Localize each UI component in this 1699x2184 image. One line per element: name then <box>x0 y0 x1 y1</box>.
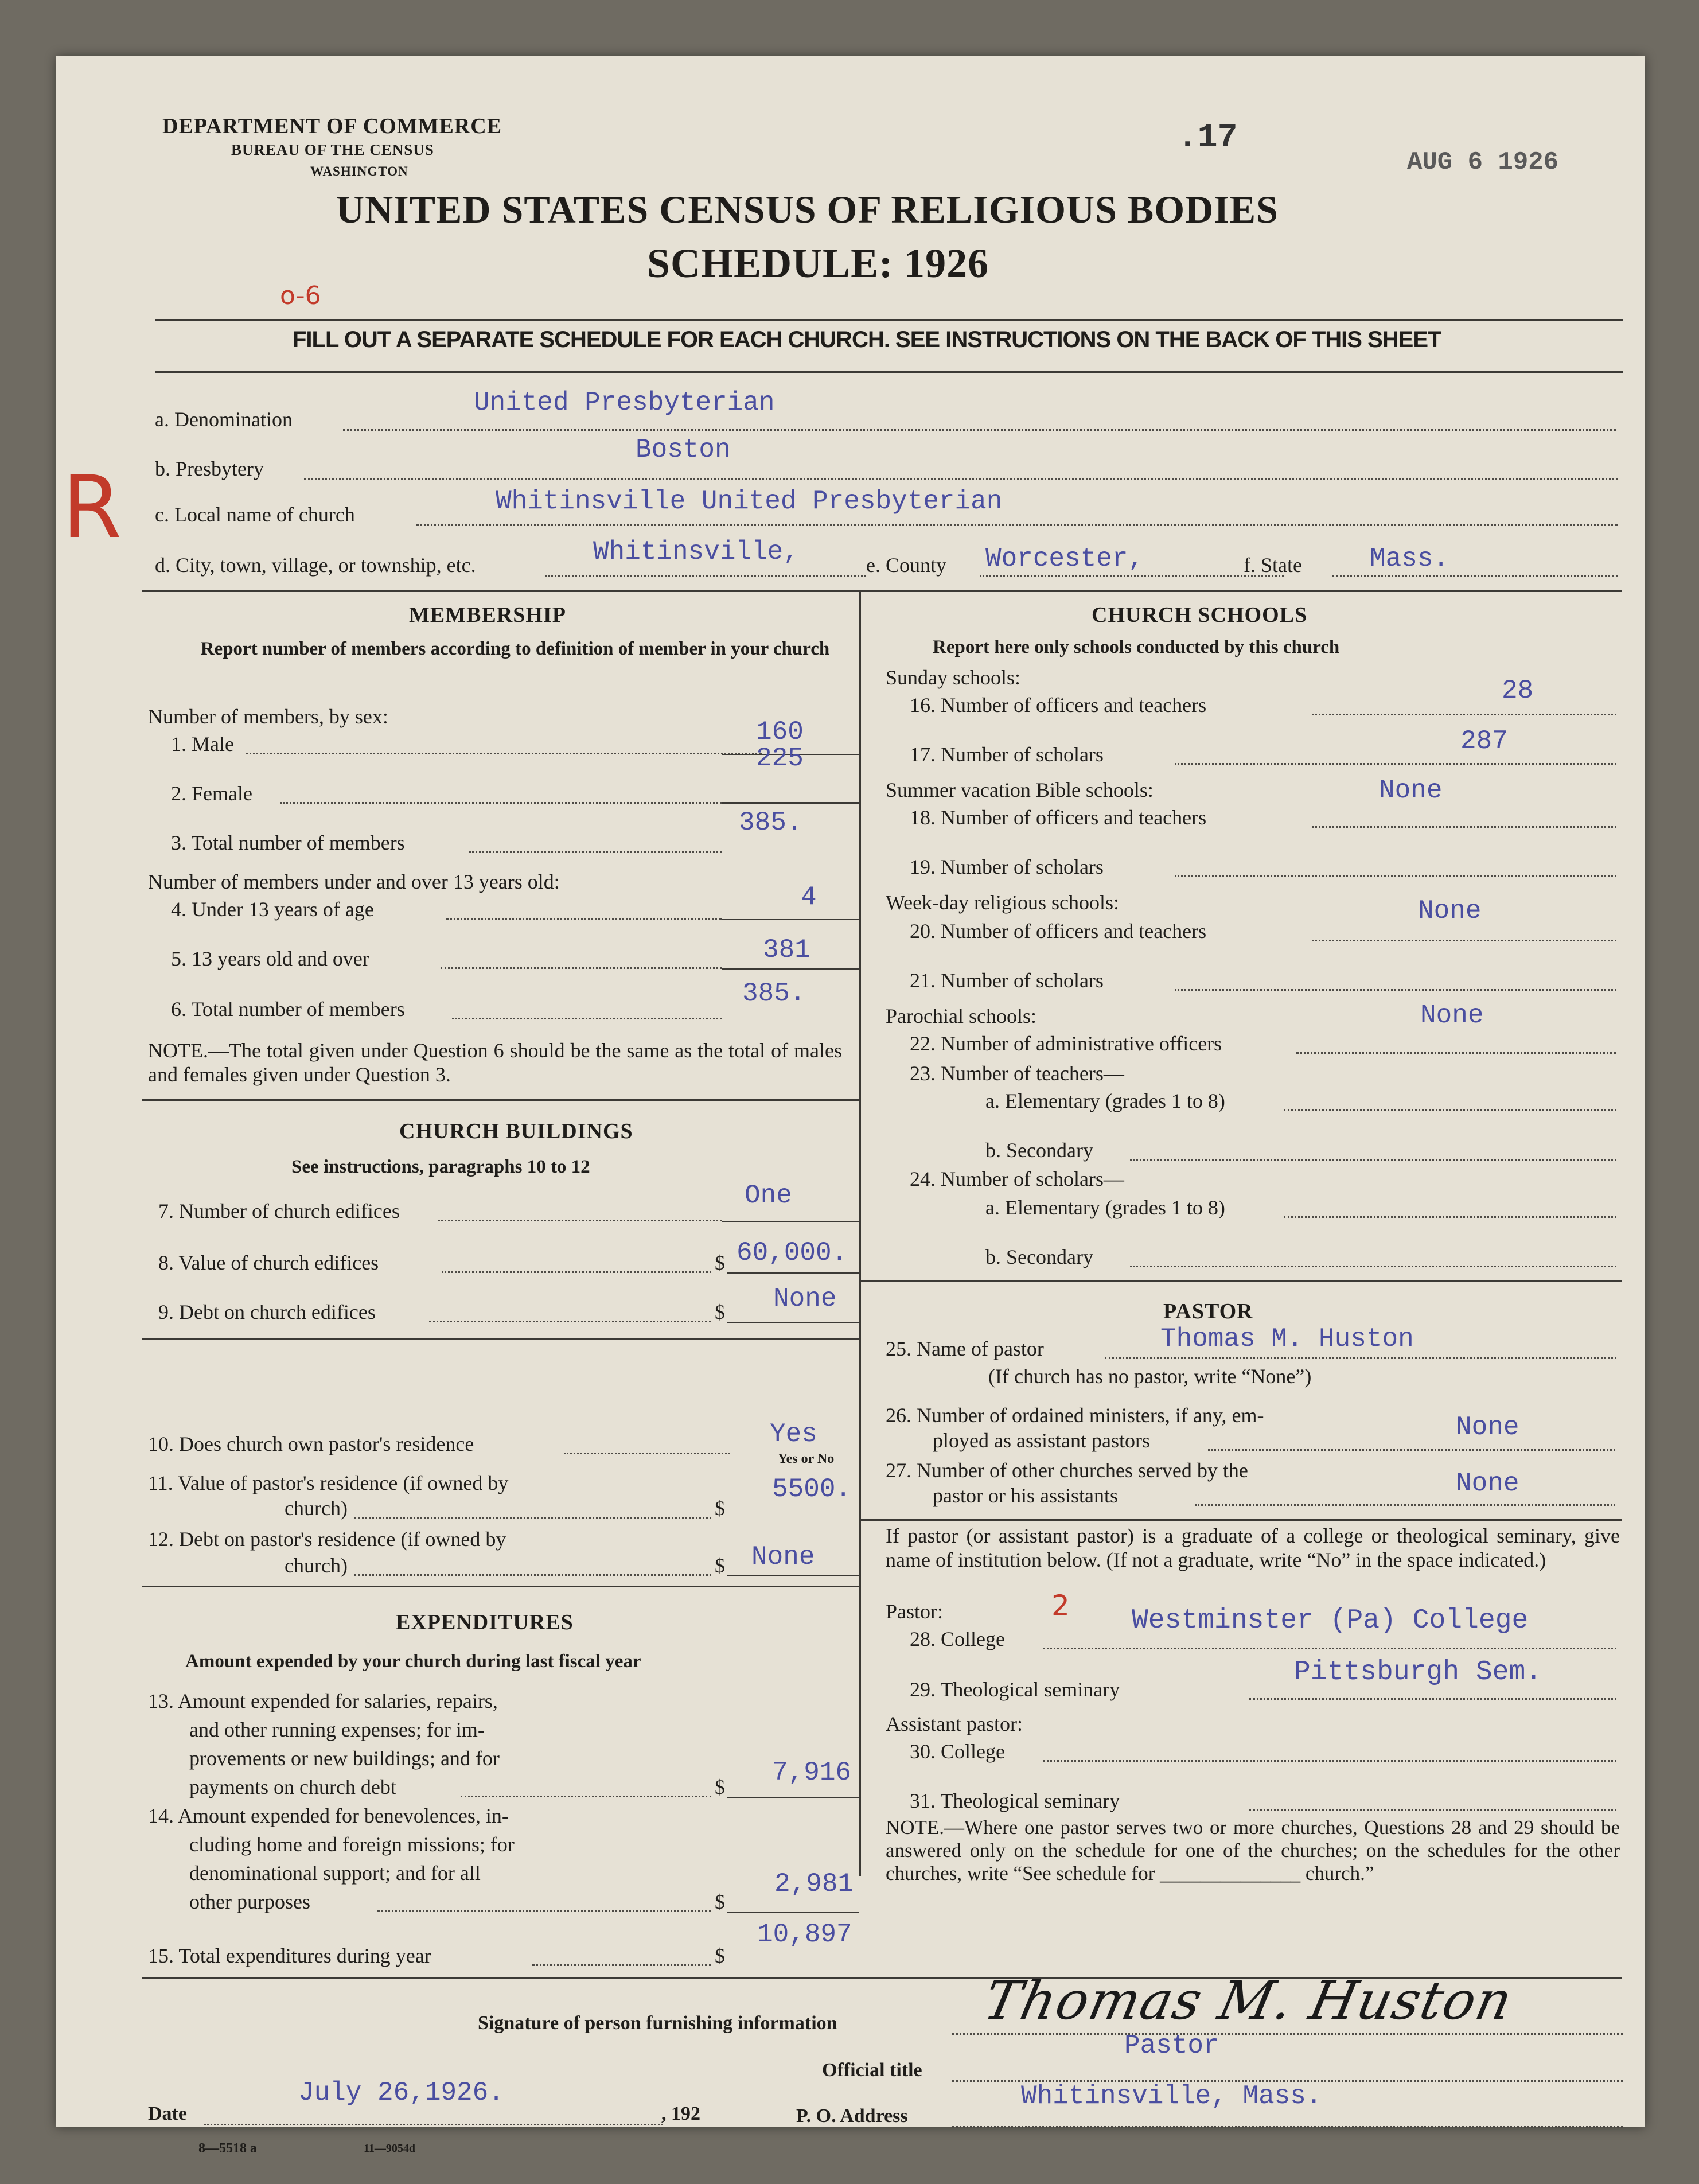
q26-label-cont: ployed as assistant pastors <box>933 1429 1150 1452</box>
divider <box>142 1338 859 1340</box>
q14-value: 2,981 <box>774 1869 854 1899</box>
q2-label: 2. Female <box>171 782 252 805</box>
q29-label: 29. Theological seminary <box>910 1678 1120 1701</box>
q20-label: 20. Number of officers and teachers <box>910 920 1207 943</box>
date-label: Date <box>148 2103 187 2124</box>
local-name-label: c. Local name of church <box>155 503 355 526</box>
q26-value: None <box>1456 1412 1519 1442</box>
signature-label: Signature of person furnishing information <box>478 2012 837 2034</box>
q22-label: 22. Number of administrative officers <box>910 1032 1222 1055</box>
fill-line <box>416 524 1618 526</box>
q13-line4: payments on church debt <box>189 1776 396 1798</box>
local-name-value: Whitinsville United Presbyterian <box>496 486 1003 516</box>
q27-value: None <box>1456 1469 1519 1498</box>
city-label: d. City, town, village, or township, etc. <box>155 554 476 577</box>
fill-line <box>204 2124 663 2125</box>
county-label: e. County <box>866 554 946 577</box>
form-number: 8—5518 a <box>198 2141 257 2156</box>
fill-line <box>1195 1504 1615 1506</box>
dollar-sign: $ <box>715 1890 725 1913</box>
q21-label: 21. Number of scholars <box>910 969 1104 992</box>
fill-line <box>952 2033 1623 2035</box>
dollar-sign: $ <box>715 1944 725 1967</box>
q4-label: 4. Under 13 years of age <box>171 898 374 921</box>
sum-line <box>722 968 859 970</box>
fill-line <box>354 1517 711 1519</box>
fill-line <box>1284 1109 1616 1111</box>
q27-label: 27. Number of other churches served by the <box>886 1459 1248 1482</box>
fill-line <box>1043 1648 1616 1649</box>
dollar-sign: $ <box>715 1497 725 1520</box>
expenditures-title: EXPENDITURES <box>396 1610 574 1634</box>
by-age-label: Number of members under and over 13 years old: <box>148 870 560 893</box>
q23b-label: b. Secondary <box>985 1139 1093 1162</box>
q1-label: 1. Male <box>171 733 234 756</box>
q28-college-value: Westminster (Pa) College <box>1132 1605 1529 1636</box>
dollar-sign: $ <box>715 1301 725 1323</box>
year-suffix: , 192 <box>661 2103 700 2124</box>
q8-value-edifices: 60,000. <box>737 1238 848 1268</box>
q23a-label: a. Elementary (grades 1 to 8) <box>985 1089 1225 1112</box>
fill-line <box>1296 1052 1616 1054</box>
q15-total-value: 10,897 <box>757 1920 852 1949</box>
divider <box>860 1519 1622 1521</box>
divider <box>142 590 1622 592</box>
q16-label: 16. Number of officers and teachers <box>910 694 1207 717</box>
form-title: UNITED STATES CENSUS OF RELIGIOUS BODIES <box>336 188 1279 231</box>
fill-line <box>1284 1216 1616 1218</box>
print-number: 11—9054d <box>364 2142 416 2155</box>
q11-label-cont: church) <box>285 1497 348 1520</box>
membership-note: NOTE.—The total given under Question 6 should be the same as the total of males and females given under Question 3. <box>148 1039 842 1086</box>
answer-line <box>727 1322 859 1323</box>
city-heading: WASHINGTON <box>310 164 408 178</box>
q14-line3: denominational support; and for all <box>189 1862 481 1885</box>
schools-intro: Report here only schools conducted by this church <box>933 637 1340 657</box>
q1-male-value: 160 <box>756 717 804 747</box>
q20-value: None <box>1418 896 1482 926</box>
fill-line <box>1208 1449 1615 1451</box>
q12-debt-residence: None <box>751 1542 815 1572</box>
fill-line <box>461 1796 711 1797</box>
q18-label: 18. Number of officers and teachers <box>910 806 1207 829</box>
instruction-banner: FILL OUT A SEPARATE SCHEDULE FOR EACH CHURCH. SEE INSTRUCTIONS ON THE BACK OF THIS SHEET <box>293 327 1441 352</box>
q11-label: 11. Value of pastor's residence (if owned by <box>148 1471 509 1494</box>
q12-label-cont: church) <box>285 1554 348 1577</box>
file-number: .17 <box>1178 119 1238 157</box>
parochial-label: Parochial schools: <box>886 1005 1036 1027</box>
fill-line <box>1312 940 1616 941</box>
pastor-note: NOTE.—Where one pastor serves two or more churches, Questions 28 and 29 should be answered only on the schedule for one of the churches; on the schedules for the other churches, write “See schedule for ______________ church.” <box>886 1816 1620 1885</box>
fill-line <box>564 1453 730 1454</box>
schools-title: CHURCH SCHOOLS <box>1092 603 1308 627</box>
q5-label: 5. 13 years old and over <box>171 947 369 970</box>
sum-line <box>722 802 859 804</box>
q3-total-value: 385. <box>739 808 802 838</box>
form-subtitle: SCHEDULE: 1926 <box>647 240 989 286</box>
answer-line <box>722 1221 859 1222</box>
q29-seminary-value: Pittsburgh Sem. <box>1294 1657 1542 1688</box>
q17-label: 17. Number of scholars <box>910 743 1104 766</box>
fill-line <box>532 1964 711 1966</box>
fill-line <box>545 575 866 577</box>
q31-label: 31. Theological seminary <box>910 1789 1120 1812</box>
q14-line2: cluding home and foreign missions; for <box>189 1833 515 1856</box>
q12-label: 12. Debt on pastor's residence (if owned by <box>148 1528 506 1551</box>
red-annotation-2: 2 <box>1051 1589 1070 1622</box>
q5-over13-value: 381 <box>763 935 810 965</box>
q10-label: 10. Does church own pastor's residence <box>148 1432 474 1455</box>
q24b-label: b. Secondary <box>985 1245 1093 1268</box>
answer-line <box>722 919 859 920</box>
official-title-value: Pastor <box>1124 2031 1219 2061</box>
fill-line <box>1249 1809 1616 1811</box>
fill-line <box>354 1574 711 1576</box>
q27-label-cont: pastor or his assistants <box>933 1484 1118 1507</box>
q26-label: 26. Number of ordained ministers, if any, em- <box>886 1404 1264 1427</box>
denomination-label: a. Denomination <box>155 408 293 431</box>
membership-intro: Report number of members according to definition of member in your church <box>200 639 830 659</box>
q24-label: 24. Number of scholars— <box>910 1167 1124 1190</box>
q25-pastor-name: Thomas M. Huston <box>1160 1324 1414 1354</box>
parochial-value: None <box>1420 1000 1484 1030</box>
fill-line <box>429 1321 711 1322</box>
po-address-value: Whitinsville, Mass. <box>1021 2081 1322 2111</box>
fill-line <box>1175 989 1616 991</box>
q6-label: 6. Total number of members <box>171 998 405 1021</box>
q8-label: 8. Value of church edifices <box>158 1251 379 1274</box>
bureau-heading: BUREAU OF THE CENSUS <box>231 141 434 158</box>
answer-line <box>727 1575 859 1576</box>
sunday-label: Sunday schools: <box>886 666 1021 689</box>
by-sex-label: Number of members, by sex: <box>148 705 388 728</box>
q25-label: 25. Name of pastor <box>886 1337 1044 1360</box>
dollar-sign: $ <box>715 1251 725 1274</box>
fill-line <box>280 802 722 804</box>
fill-line <box>469 851 722 853</box>
q4-under13-value: 4 <box>801 882 817 912</box>
q10-residence-value: Yes <box>770 1419 817 1449</box>
fill-line <box>1249 1698 1616 1700</box>
county-value: Worcester, <box>985 544 1144 574</box>
divider <box>142 1099 859 1101</box>
q6-total-value: 385. <box>742 979 806 1009</box>
buildings-title: CHURCH BUILDINGS <box>399 1119 633 1143</box>
presbytery-label: b. Presbytery <box>155 457 264 480</box>
dollar-sign: $ <box>715 1554 725 1577</box>
state-value: Mass. <box>1370 544 1449 574</box>
divider <box>155 371 1623 373</box>
official-title-label: Official title <box>822 2060 922 2081</box>
q23-label: 23. Number of teachers— <box>910 1062 1124 1085</box>
fill-line <box>1105 1357 1616 1359</box>
q17-value: 287 <box>1460 726 1508 756</box>
pastor-label: Pastor: <box>886 1600 944 1623</box>
fill-line <box>446 918 722 920</box>
presbytery-value: Boston <box>636 435 731 465</box>
department-heading: DEPARTMENT OF COMMERCE <box>162 114 502 138</box>
fill-line <box>442 1271 711 1273</box>
census-schedule-page <box>56 56 1645 2156</box>
q16-value: 28 <box>1502 676 1534 706</box>
fill-line <box>304 478 1618 480</box>
divider <box>860 1280 1622 1282</box>
fill-line <box>1312 826 1616 828</box>
column-divider <box>859 591 861 1876</box>
fill-line <box>438 1220 722 1221</box>
yes-no-hint: Yes or No <box>778 1451 835 1466</box>
fill-line <box>441 967 722 969</box>
po-address-label: P. O. Address <box>796 2105 908 2127</box>
fill-line <box>1043 1760 1616 1762</box>
weekday-label: Week-day religious schools: <box>886 891 1120 914</box>
fill-line <box>452 1018 722 1019</box>
q25-hint: (If church has no pastor, write “None”) <box>988 1365 1312 1388</box>
q15-label: 15. Total expenditures during year <box>148 1944 431 1967</box>
buildings-intro: See instructions, paragraphs 10 to 12 <box>291 1157 590 1177</box>
denomination-value: United Presbyterian <box>474 388 775 418</box>
fill-line <box>980 575 1284 577</box>
city-value: Whitinsville, <box>593 537 799 567</box>
q9-label: 9. Debt on church edifices <box>158 1301 376 1323</box>
q13-value: 7,916 <box>772 1758 852 1788</box>
q24a-label: a. Elementary (grades 1 to 8) <box>985 1196 1225 1219</box>
dollar-sign: $ <box>715 1776 725 1798</box>
q7-label: 7. Number of church edifices <box>158 1200 400 1223</box>
fill-line <box>1130 1266 1616 1267</box>
fill-line <box>377 1910 711 1912</box>
sum-line <box>727 1912 859 1913</box>
q14-line1: 14. Amount expended for benevolences, in- <box>148 1804 509 1827</box>
q3-label: 3. Total number of members <box>171 831 405 854</box>
fill-line <box>1312 714 1616 715</box>
fill-line <box>1130 1159 1616 1161</box>
q2-female-value: 225 <box>756 743 804 773</box>
graduate-note: If pastor (or assistant pastor) is a graduate of a college or theological seminary, give name of institution below. (If not a graduate, write “No” in the space indicated.) <box>886 1524 1620 1571</box>
red-annotation: o-6 <box>280 281 321 310</box>
q13-line1: 13. Amount expended for salaries, repairs, <box>148 1689 498 1712</box>
fill-line <box>246 753 762 754</box>
divider <box>155 319 1623 321</box>
divider <box>142 1586 859 1587</box>
q13-line3: provements or new buildings; and for <box>189 1747 500 1770</box>
q30-label: 30. College <box>910 1740 1005 1763</box>
fill-line <box>1175 875 1616 877</box>
q7-edifices-value: One <box>745 1181 792 1210</box>
fill-line <box>1175 763 1616 765</box>
fill-line <box>1332 575 1618 577</box>
q14-line4: other purposes <box>189 1890 310 1913</box>
red-review-mark: R <box>62 458 122 558</box>
q19-label: 19. Number of scholars <box>910 855 1104 878</box>
fill-line <box>343 429 1616 431</box>
summer-label: Summer vacation Bible schools: <box>886 778 1154 801</box>
fill-line <box>952 2126 1623 2128</box>
q13-line2: and other running expenses; for im- <box>189 1718 485 1741</box>
summer-value: None <box>1379 776 1443 805</box>
date-value: July 26,1926. <box>298 2078 504 2108</box>
signature: Thomas M. Huston <box>979 1970 1518 2031</box>
q9-debt-value: None <box>773 1284 837 1314</box>
state-label: f. State <box>1244 554 1302 577</box>
expenditures-intro: Amount expended by your church during last fiscal year <box>185 1651 641 1672</box>
membership-title: MEMBERSHIP <box>409 603 566 627</box>
answer-line <box>727 1797 859 1798</box>
pastor-title: PASTOR <box>1163 1299 1253 1323</box>
q11-value-residence: 5500. <box>772 1474 852 1504</box>
received-date-stamp: AUG 6 1926 <box>1407 148 1559 177</box>
q28-label: 28. College <box>910 1628 1005 1650</box>
answer-line <box>727 1272 859 1274</box>
assistant-label: Assistant pastor: <box>886 1712 1023 1735</box>
